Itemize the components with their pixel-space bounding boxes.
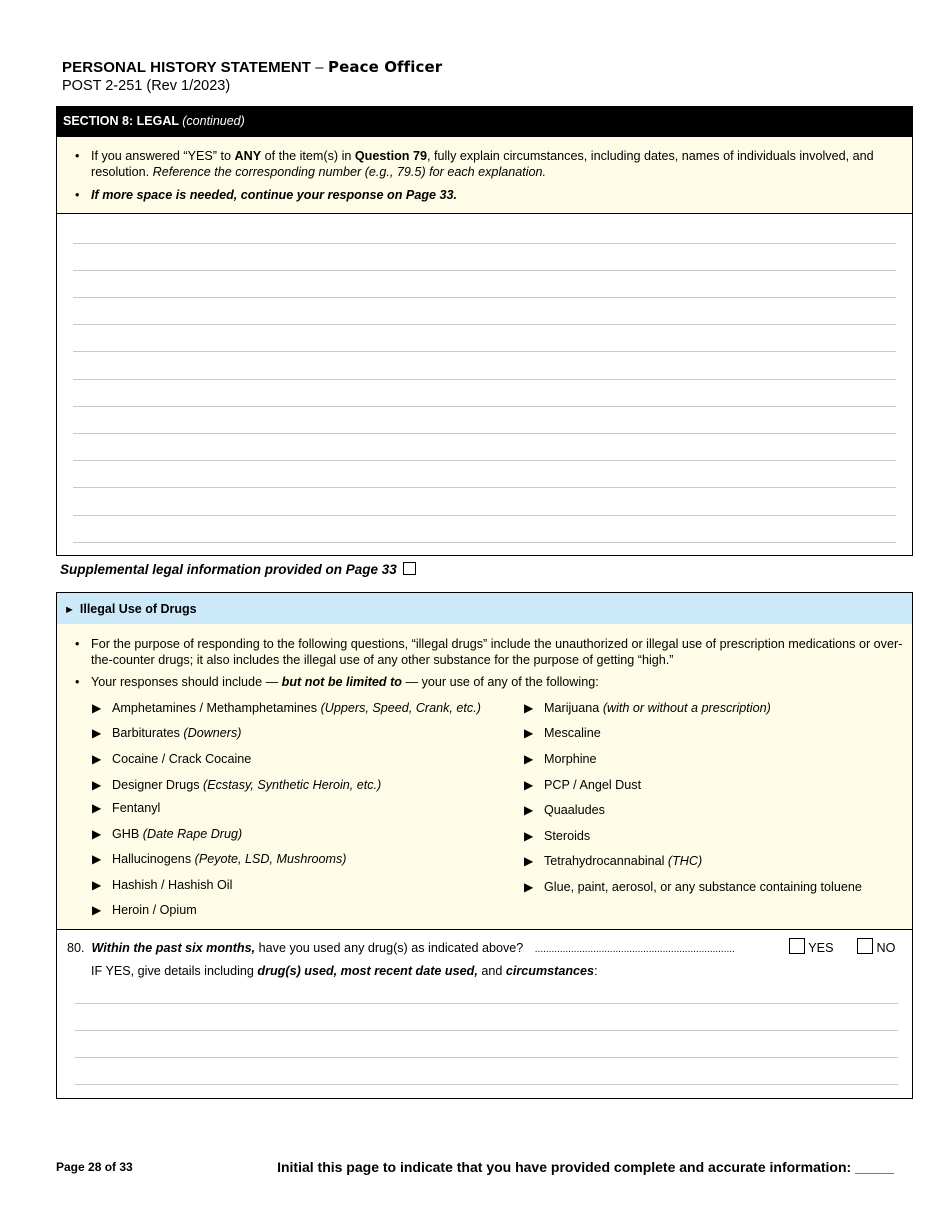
triangle-bullet-icon: ▶ bbox=[524, 880, 534, 894]
question-80-followup: IF YES, give details including drug(s) used, most recent date used, and circumstances: bbox=[91, 964, 598, 978]
drug-name: Hallucinogens bbox=[112, 852, 192, 866]
question-80-box bbox=[56, 929, 913, 1099]
triangle-bullet-icon: ▶ bbox=[524, 803, 534, 817]
drug-name: Steroids bbox=[544, 829, 591, 843]
explanation-field[interactable] bbox=[56, 213, 913, 556]
drug-item bbox=[524, 854, 702, 868]
no-label: NO bbox=[876, 941, 896, 955]
drug-item bbox=[524, 829, 590, 843]
drug-name: Quaaludes bbox=[544, 803, 605, 817]
drug-name: Cocaine / Crack Cocaine bbox=[112, 752, 252, 766]
yes-checkbox[interactable] bbox=[789, 938, 805, 954]
page-number: Page 28 of 33 bbox=[56, 1160, 133, 1174]
triangle-bullet-icon: ▶ bbox=[92, 726, 102, 740]
drug-note: (Ecstasy, Synthetic Heroin, etc.) bbox=[203, 778, 382, 792]
ruled-line bbox=[73, 379, 896, 380]
form-title bbox=[62, 58, 442, 76]
yes-option[interactable] bbox=[789, 938, 833, 955]
drug-name: Designer Drugs bbox=[112, 778, 200, 792]
triangle-bullet-icon: ▶ bbox=[524, 701, 534, 715]
triangle-bullet-icon: ▶ bbox=[92, 852, 102, 866]
drug-name: Mescaline bbox=[544, 726, 601, 740]
drug-note: (with or without a prescription) bbox=[602, 701, 771, 715]
triangle-bullet-icon: ▶ bbox=[92, 701, 102, 715]
ruled-line bbox=[73, 406, 896, 407]
drug-name: Glue, paint, aerosol, or any substance containing toluene bbox=[544, 880, 862, 894]
title-role: Peace Officer bbox=[328, 58, 443, 76]
drug-note: (Date Rape Drug) bbox=[142, 827, 243, 841]
triangle-bullet-icon: ▶ bbox=[92, 801, 102, 815]
section-label: SECTION 8: LEGAL bbox=[63, 114, 179, 128]
answer-line[interactable] bbox=[75, 1003, 898, 1004]
section-header bbox=[56, 106, 913, 137]
drug-name: Amphetamines / Methamphetamines bbox=[112, 701, 318, 715]
drug-name: Barbiturates bbox=[112, 726, 180, 740]
drug-note: (THC) bbox=[667, 854, 703, 868]
ruled-line bbox=[73, 515, 896, 516]
answer-line[interactable] bbox=[75, 1057, 898, 1058]
drug-item bbox=[92, 752, 251, 766]
drugs-heading: Illegal Use of Drugs bbox=[79, 602, 197, 616]
triangle-bullet-icon: ▶ bbox=[92, 778, 102, 792]
drugs-definition: • For the purpose of responding to the following questions, “illegal drugs” include the unauthorized or illegal use of prescription medications or over-the-counter drugs; it also includes the illegal use of any other substance for the purpose of getting “high.” bbox=[57, 636, 912, 668]
triangle-bullet-icon: ▶ bbox=[524, 829, 534, 843]
drug-item bbox=[524, 701, 771, 715]
drug-name: Hashish / Hashish Oil bbox=[112, 878, 233, 892]
instructions-box bbox=[56, 137, 913, 214]
question-text: have you used any drug(s) as indicated above? bbox=[255, 941, 524, 955]
drug-name: GHB bbox=[112, 827, 140, 841]
drug-item bbox=[524, 803, 605, 817]
drug-item bbox=[92, 903, 197, 917]
title-main: PERSONAL HISTORY STATEMENT bbox=[62, 59, 312, 76]
yes-label: YES bbox=[808, 941, 834, 955]
supplemental-label: Supplemental legal information provided on Page 33 bbox=[60, 562, 397, 577]
drug-item bbox=[92, 827, 242, 841]
triangle-bullet-icon: ▶ bbox=[524, 726, 534, 740]
form-id: POST 2-251 (Rev 1/2023) bbox=[62, 78, 231, 94]
drug-item bbox=[92, 801, 160, 815]
title-dash: – bbox=[311, 59, 329, 76]
triangle-bullet-icon: ▶ bbox=[92, 827, 102, 841]
triangle-bullet-icon: ▶ bbox=[92, 752, 102, 766]
supplemental-checkbox[interactable] bbox=[403, 562, 416, 575]
question-80 bbox=[67, 941, 902, 955]
drug-item bbox=[92, 878, 232, 892]
triangle-bullet-icon: ▶ bbox=[524, 854, 534, 868]
drug-note: (Uppers, Speed, Crank, etc.) bbox=[320, 701, 481, 715]
drug-item bbox=[92, 778, 381, 792]
ruled-line bbox=[73, 243, 896, 244]
drug-item bbox=[92, 701, 481, 715]
drug-item bbox=[524, 778, 641, 792]
question-emphasis: Within the past six months, bbox=[91, 941, 256, 955]
drug-name: Morphine bbox=[544, 752, 597, 766]
drugs-section-header bbox=[56, 592, 913, 625]
drug-name: Heroin / Opium bbox=[112, 903, 197, 917]
page-header bbox=[62, 58, 442, 94]
triangle-bullet-icon: ▶ bbox=[92, 878, 102, 892]
ruled-line bbox=[73, 351, 896, 352]
leader-dots: ........................................................................ bbox=[534, 944, 735, 955]
drug-item bbox=[524, 752, 597, 766]
instruction-1: • If you answered “YES” to ANY of the item(s) in Question 79, fully explain circumstances, including dates, names of individuals involved, and resolution. Reference the corresponding number (e.g., 79.5) for each explanation. bbox=[57, 148, 912, 180]
answer-line[interactable] bbox=[75, 1030, 898, 1031]
no-checkbox[interactable] bbox=[857, 938, 873, 954]
instruction-2: • If more space is needed, continue your response on Page 33. bbox=[57, 187, 912, 203]
ruled-line bbox=[73, 460, 896, 461]
drug-name: Tetrahydrocannabinal bbox=[544, 854, 665, 868]
triangle-bullet-icon: ▶ bbox=[524, 778, 534, 792]
drugs-include-note: • Your responses should include — but not be limited to — your use of any of the following: bbox=[57, 674, 912, 690]
ruled-line bbox=[73, 433, 896, 434]
no-option[interactable] bbox=[857, 938, 895, 955]
drug-item bbox=[524, 880, 862, 894]
ruled-line bbox=[73, 542, 896, 543]
drug-name: Fentanyl bbox=[112, 801, 161, 815]
ruled-line bbox=[73, 324, 896, 325]
initial-line: Initial this page to indicate that you have provided complete and accurate information: _____ bbox=[277, 1159, 894, 1175]
triangle-bullet-icon: ▶ bbox=[92, 903, 102, 917]
drug-name: PCP / Angel Dust bbox=[544, 778, 642, 792]
arrow-right-icon: ► bbox=[64, 604, 75, 616]
section-continued: (continued) bbox=[182, 114, 245, 128]
ruled-line bbox=[73, 270, 896, 271]
supplemental-line bbox=[60, 562, 416, 577]
drug-name: Marijuana bbox=[544, 701, 600, 715]
drug-item bbox=[524, 726, 601, 740]
drug-item bbox=[92, 726, 242, 740]
drug-item bbox=[92, 852, 347, 866]
question-number: 80. bbox=[67, 941, 85, 955]
ruled-line bbox=[73, 487, 896, 488]
drug-note: (Peyote, LSD, Mushrooms) bbox=[194, 852, 347, 866]
triangle-bullet-icon: ▶ bbox=[524, 752, 534, 766]
answer-line[interactable] bbox=[75, 1084, 898, 1085]
drug-note: (Downers) bbox=[183, 726, 242, 740]
ruled-line bbox=[73, 297, 896, 298]
